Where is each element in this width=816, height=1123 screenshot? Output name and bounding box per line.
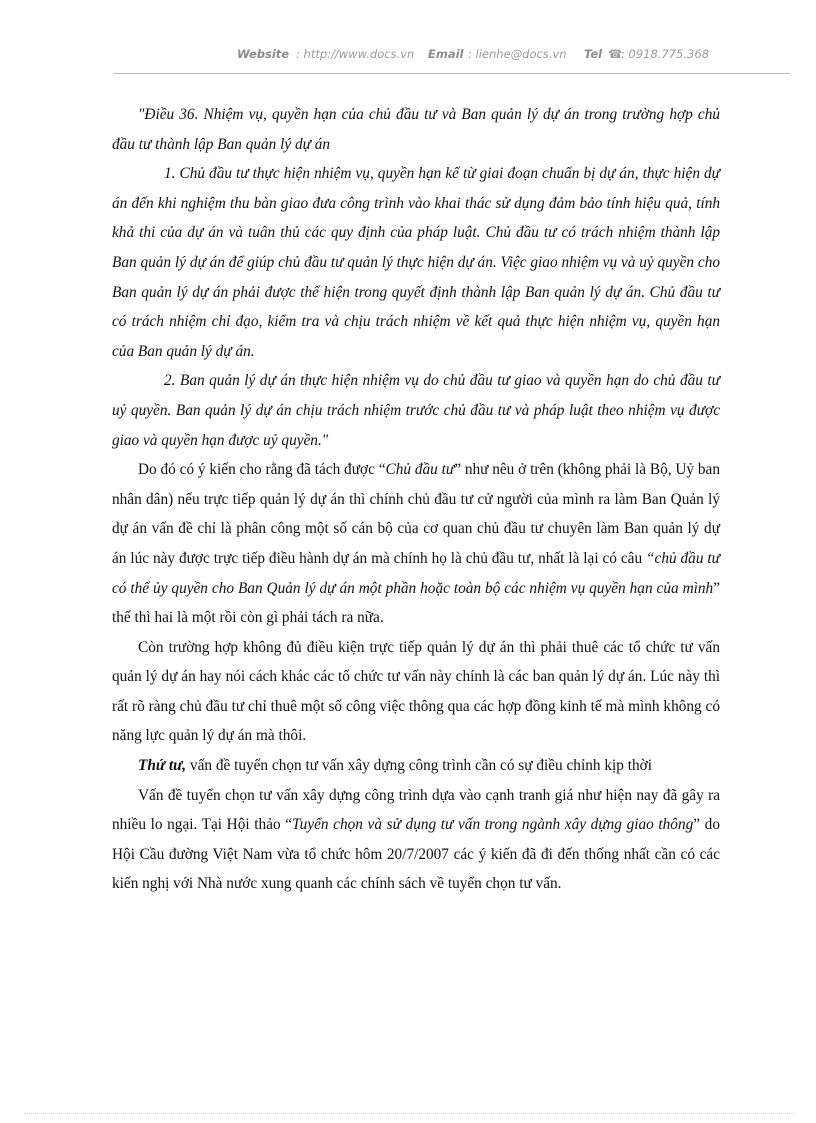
clause-1: 1. Chủ đầu tư thực hiện nhiệm vụ, quyền hạn kể từ giai đoạn chuẩn bị dự án, thực hiện dự án đến khi nghiệm thu bàn giao đưa công trình vào khai thác sử dụng đảm bảo tính hiệu quả, tính khả thi của dự án và tuân thủ các quy định của pháp luật. Chủ đầu tư có trách nhiệm thành lập Ban quản lý dự án để giúp chủ đầu tư quản lý thực hiện dự án. Việc giao nhiệm vụ và uỷ quyền cho Ban quản lý dự án phải được thể hiện trong quyết định thành lập Ban quản lý dự án. Chủ đầu tư có trách nhiệm chỉ đạo, kiểm tra và chịu trách nhiệm về kết quả thực hiện nhiệm vụ, quyền hạn của Ban quản lý dự án.: [112, 165, 720, 360]
footer-divider: [24, 1113, 794, 1114]
paragraph-consultants: Còn trường hợp không đủ điều kiện trực tiếp quản lý dự án thì phải thuê các tổ chức tư vấn quản lý dự án hay nói cách khác các tổ chức tư vấn này chính là các ban quản lý dự án. Lúc này thì rất rõ ràng chủ đầu tư chỉ thuê một số công việc thông qua các hợp đồng kinh tế mà mình không có năng lực quản lý dự án mà thôi.: [112, 638, 720, 745]
page-header: [0, 47, 816, 67]
paragraph-opinion: Do đó có ý kiến cho rằng đã tách được “Chủ đầu tư” như nêu ở trên (không phải là Bộ, Uỷ ban nhân dân) nếu trực tiếp quản lý dự án thì chính chủ đầu tư cử người của mình ra làm Ban Quản lý dự án vấn đề chỉ là phân công một số cán bộ của cơ quan chủ đầu tư chuyên làm Ban quản lý dự án lúc này được trực tiếp điều hành dự án mà chính họ là chủ đầu tư, nhất là lại có câu “chủ đầu tư có thể ủy quyền cho Ban Quản lý dự án một phần hoặc toàn bộ các nhiệm vụ quyền hạn của mình” thế thì hai là một rồi còn gì phải tách ra nữa.: [112, 461, 720, 627]
tel-label: Tel: [584, 47, 603, 61]
website-link[interactable]: : http://www.docs.vn: [296, 47, 415, 61]
article-heading: "Điều 36. Nhiệm vụ, quyền hạn của chủ đầu tư và Ban quản lý dự án trong trường hợp chủ đầu tư thành lập Ban quản lý dự án: [112, 106, 720, 153]
clause-2: 2. Ban quản lý dự án thực hiện nhiệm vụ do chủ đầu tư giao và quyền hạn do chủ đầu tư uỷ quyền. Ban quản lý dự án chịu trách nhiệm trước chủ đầu tư và pháp luật theo nhiệm vụ được giao và quyền hạn được uỷ quyền.": [112, 372, 720, 449]
website-label: Website: [237, 47, 290, 61]
email-label: Email: [428, 47, 464, 61]
tel-value: : 0918.775.368: [621, 47, 710, 61]
email-link[interactable]: : lienhe@docs.vn: [468, 47, 567, 61]
phone-icon: ☎: [608, 47, 623, 61]
paragraph-fourth: Thứ tư, vấn đề tuyển chọn tư vấn xây dựng công trình cần có sự điều chỉnh kịp thời: [138, 757, 652, 775]
document-body: [112, 100, 720, 899]
header-divider: [113, 73, 790, 74]
paragraph-selection: Vấn đề tuyển chọn tư vấn xây dựng công trình dựa vào cạnh tranh giá như hiện nay đã gây ra nhiều lo ngại. Tại Hội thảo “Tuyển chọn và sử dụng tư vấn trong ngành xây dựng giao thông” do Hội Cầu đường Việt Nam vừa tổ chức hôm 20/7/2007 các ý kiến đã đi đến thống nhất cần có các kiến nghị với Nhà nước xung quanh các chính sách về tuyển chọn tư vấn.: [112, 786, 720, 893]
